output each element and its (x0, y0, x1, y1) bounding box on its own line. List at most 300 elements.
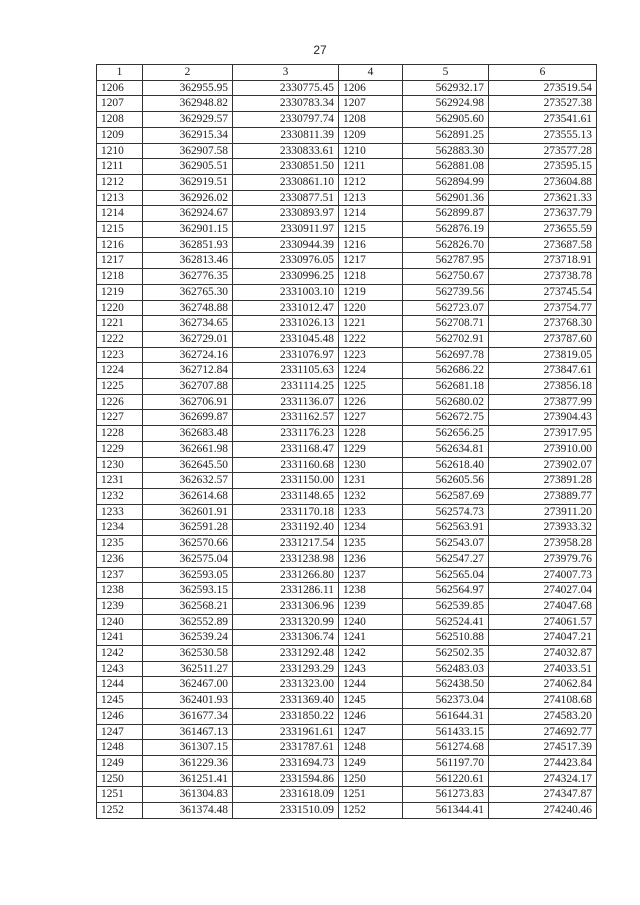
table-row (97, 96, 597, 112)
cell-point-id: 1226 (97, 394, 143, 410)
cell-point-id-2: 1220 (339, 300, 403, 316)
cell-point-id-2: 1214 (339, 206, 403, 222)
cell-point-id-2: 1221 (339, 316, 403, 332)
cell-x-coordinate-2: 562681.18 (403, 379, 489, 395)
cell-x-coordinate-2: 562876.19 (403, 222, 489, 238)
cell-y-coordinate-2: 274108.68 (489, 693, 597, 709)
cell-x-coordinate-1: 362734.65 (143, 316, 233, 332)
cell-y-coordinate-2: 274061.57 (489, 614, 597, 630)
cell-point-id: 1249 (97, 755, 143, 771)
cell-point-id: 1250 (97, 771, 143, 787)
cell-x-coordinate-2: 562881.08 (403, 159, 489, 175)
cell-x-coordinate-2: 562702.91 (403, 331, 489, 347)
cell-x-coordinate-2: 562565.04 (403, 567, 489, 583)
cell-point-id: 1231 (97, 473, 143, 489)
cell-point-id-2: 1207 (339, 96, 403, 112)
cell-y-coordinate-1: 2330775.45 (233, 80, 339, 96)
table-body (97, 80, 597, 818)
cell-point-id-2: 1226 (339, 394, 403, 410)
cell-y-coordinate-2: 273979.76 (489, 551, 597, 567)
table-row (97, 771, 597, 787)
cell-y-coordinate-2: 274007.73 (489, 567, 597, 583)
cell-x-coordinate-2: 562901.36 (403, 190, 489, 206)
cell-x-coordinate-1: 362632.57 (143, 473, 233, 489)
cell-x-coordinate-1: 361677.34 (143, 708, 233, 724)
cell-y-coordinate-1: 2330911.97 (233, 222, 339, 238)
cell-x-coordinate-2: 562587.69 (403, 488, 489, 504)
cell-y-coordinate-2: 273933.32 (489, 520, 597, 536)
cell-x-coordinate-2: 562438.50 (403, 677, 489, 693)
cell-x-coordinate-1: 362683.48 (143, 426, 233, 442)
cell-x-coordinate-2: 562932.17 (403, 80, 489, 96)
table-row (97, 174, 597, 190)
table-row (97, 598, 597, 614)
cell-y-coordinate-2: 273718.91 (489, 253, 597, 269)
cell-y-coordinate-2: 273917.95 (489, 426, 597, 442)
cell-point-id-2: 1249 (339, 755, 403, 771)
cell-x-coordinate-2: 562543.07 (403, 536, 489, 552)
cell-point-id: 1237 (97, 567, 143, 583)
cell-x-coordinate-2: 562656.25 (403, 426, 489, 442)
table-row (97, 316, 597, 332)
cell-x-coordinate-1: 362748.88 (143, 300, 233, 316)
table-row (97, 614, 597, 630)
cell-point-id-2: 1234 (339, 520, 403, 536)
cell-x-coordinate-2: 562563.91 (403, 520, 489, 536)
cell-y-coordinate-1: 2331266.80 (233, 567, 339, 583)
cell-point-id-2: 1223 (339, 347, 403, 363)
cell-point-id-2: 1248 (339, 740, 403, 756)
cell-x-coordinate-2: 561644.31 (403, 708, 489, 724)
cell-x-coordinate-1: 362926.02 (143, 190, 233, 206)
cell-point-id-2: 1232 (339, 488, 403, 504)
cell-y-coordinate-1: 2331306.96 (233, 598, 339, 614)
table-row (97, 80, 597, 96)
cell-y-coordinate-2: 273847.61 (489, 363, 597, 379)
cell-y-coordinate-2: 273687.58 (489, 237, 597, 253)
cell-x-coordinate-1: 362591.28 (143, 520, 233, 536)
cell-point-id: 1221 (97, 316, 143, 332)
cell-point-id: 1209 (97, 127, 143, 143)
cell-x-coordinate-1: 361304.83 (143, 787, 233, 803)
cell-y-coordinate-1: 2331170.18 (233, 504, 339, 520)
cell-point-id-2: 1238 (339, 583, 403, 599)
cell-y-coordinate-1: 2331176.23 (233, 426, 339, 442)
cell-x-coordinate-2: 562708.71 (403, 316, 489, 332)
cell-x-coordinate-1: 362601.91 (143, 504, 233, 520)
cell-x-coordinate-1: 362851.93 (143, 237, 233, 253)
cell-y-coordinate-1: 2331168.47 (233, 441, 339, 457)
cell-x-coordinate-2: 562750.67 (403, 269, 489, 285)
cell-y-coordinate-1: 2331292.48 (233, 646, 339, 662)
table-row (97, 300, 597, 316)
cell-x-coordinate-2: 561274.68 (403, 740, 489, 756)
cell-y-coordinate-2: 274047.68 (489, 598, 597, 614)
cell-x-coordinate-2: 562634.81 (403, 441, 489, 457)
cell-x-coordinate-2: 562686.22 (403, 363, 489, 379)
cell-point-id-2: 1213 (339, 190, 403, 206)
cell-point-id: 1240 (97, 614, 143, 630)
cell-point-id-2: 1209 (339, 127, 403, 143)
cell-point-id: 1244 (97, 677, 143, 693)
table-row (97, 803, 597, 819)
cell-x-coordinate-1: 362955.95 (143, 80, 233, 96)
cell-x-coordinate-2: 562826.70 (403, 237, 489, 253)
cell-y-coordinate-2: 274027.04 (489, 583, 597, 599)
cell-y-coordinate-1: 2331293.29 (233, 661, 339, 677)
cell-x-coordinate-2: 562539.85 (403, 598, 489, 614)
cell-y-coordinate-2: 273902.07 (489, 457, 597, 473)
cell-y-coordinate-2: 273738.78 (489, 269, 597, 285)
cell-y-coordinate-1: 2331045.48 (233, 331, 339, 347)
cell-x-coordinate-2: 562564.97 (403, 583, 489, 599)
table-row (97, 269, 597, 285)
cell-y-coordinate-2: 273595.15 (489, 159, 597, 175)
cell-y-coordinate-1: 2330944.39 (233, 237, 339, 253)
cell-x-coordinate-2: 562672.75 (403, 410, 489, 426)
cell-point-id: 1243 (97, 661, 143, 677)
cell-y-coordinate-2: 273768.30 (489, 316, 597, 332)
cell-point-id: 1206 (97, 80, 143, 96)
cell-y-coordinate-2: 273637.79 (489, 206, 597, 222)
cell-point-id: 1213 (97, 190, 143, 206)
cell-point-id: 1242 (97, 646, 143, 662)
cell-x-coordinate-1: 362511.27 (143, 661, 233, 677)
cell-x-coordinate-1: 362530.58 (143, 646, 233, 662)
cell-x-coordinate-1: 362915.34 (143, 127, 233, 143)
cell-y-coordinate-2: 273877.99 (489, 394, 597, 410)
cell-point-id-2: 1217 (339, 253, 403, 269)
table-row (97, 551, 597, 567)
cell-point-id-2: 1206 (339, 80, 403, 96)
table-row (97, 394, 597, 410)
cell-y-coordinate-2: 273910.00 (489, 441, 597, 457)
cell-x-coordinate-2: 562605.56 (403, 473, 489, 489)
cell-point-id-2: 1227 (339, 410, 403, 426)
cell-point-id: 1235 (97, 536, 143, 552)
cell-point-id-2: 1241 (339, 630, 403, 646)
cell-point-id: 1245 (97, 693, 143, 709)
cell-x-coordinate-2: 562547.27 (403, 551, 489, 567)
cell-x-coordinate-2: 562894.99 (403, 174, 489, 190)
cell-y-coordinate-2: 274033.51 (489, 661, 597, 677)
cell-x-coordinate-1: 362948.82 (143, 96, 233, 112)
column-header-5: 5 (403, 65, 489, 81)
cell-point-id: 1217 (97, 253, 143, 269)
cell-x-coordinate-1: 362907.58 (143, 143, 233, 159)
cell-point-id-2: 1219 (339, 284, 403, 300)
cell-x-coordinate-2: 561220.61 (403, 771, 489, 787)
cell-x-coordinate-1: 362593.05 (143, 567, 233, 583)
table-row (97, 143, 597, 159)
cell-y-coordinate-2: 273958.28 (489, 536, 597, 552)
cell-y-coordinate-2: 274347.87 (489, 787, 597, 803)
cell-y-coordinate-1: 2331323.00 (233, 677, 339, 693)
cell-y-coordinate-1: 2330851.50 (233, 159, 339, 175)
cell-point-id-2: 1233 (339, 504, 403, 520)
cell-x-coordinate-1: 362765.30 (143, 284, 233, 300)
page-number: 27 (313, 43, 327, 57)
cell-point-id: 1222 (97, 331, 143, 347)
cell-x-coordinate-2: 562483.03 (403, 661, 489, 677)
column-header-2: 2 (143, 65, 233, 81)
cell-y-coordinate-2: 273519.54 (489, 80, 597, 96)
cell-y-coordinate-1: 2331238.98 (233, 551, 339, 567)
cell-y-coordinate-1: 2330996.25 (233, 269, 339, 285)
cell-point-id-2: 1252 (339, 803, 403, 819)
cell-point-id-2: 1245 (339, 693, 403, 709)
cell-point-id: 1229 (97, 441, 143, 457)
cell-point-id: 1207 (97, 96, 143, 112)
cell-x-coordinate-2: 562510.88 (403, 630, 489, 646)
cell-y-coordinate-1: 2331306.74 (233, 630, 339, 646)
cell-point-id: 1218 (97, 269, 143, 285)
cell-x-coordinate-1: 362539.24 (143, 630, 233, 646)
table-row (97, 284, 597, 300)
cell-y-coordinate-2: 274324.17 (489, 771, 597, 787)
cell-point-id-2: 1216 (339, 237, 403, 253)
cell-x-coordinate-2: 562502.35 (403, 646, 489, 662)
cell-y-coordinate-1: 2331114.25 (233, 379, 339, 395)
cell-point-id-2: 1246 (339, 708, 403, 724)
cell-point-id-2: 1228 (339, 426, 403, 442)
cell-point-id: 1210 (97, 143, 143, 159)
cell-y-coordinate-1: 2330783.34 (233, 96, 339, 112)
table-header-row (97, 65, 597, 81)
cell-y-coordinate-1: 2331320.99 (233, 614, 339, 630)
cell-x-coordinate-1: 362905.51 (143, 159, 233, 175)
cell-x-coordinate-1: 362929.57 (143, 112, 233, 128)
cell-point-id: 1223 (97, 347, 143, 363)
cell-y-coordinate-1: 2331136.07 (233, 394, 339, 410)
cell-x-coordinate-1: 362901.15 (143, 222, 233, 238)
cell-x-coordinate-2: 561433.15 (403, 724, 489, 740)
cell-x-coordinate-2: 562739.56 (403, 284, 489, 300)
cell-point-id: 1238 (97, 583, 143, 599)
table-row (97, 661, 597, 677)
cell-y-coordinate-2: 274692.77 (489, 724, 597, 740)
cell-x-coordinate-2: 562905.60 (403, 112, 489, 128)
cell-y-coordinate-1: 2331961.61 (233, 724, 339, 740)
cell-x-coordinate-1: 361374.48 (143, 803, 233, 819)
table-row (97, 441, 597, 457)
cell-point-id-2: 1247 (339, 724, 403, 740)
table-row (97, 724, 597, 740)
cell-x-coordinate-2: 561273.83 (403, 787, 489, 803)
cell-x-coordinate-1: 362568.21 (143, 598, 233, 614)
cell-x-coordinate-1: 362724.16 (143, 347, 233, 363)
cell-y-coordinate-2: 274517.39 (489, 740, 597, 756)
table-row (97, 755, 597, 771)
cell-y-coordinate-2: 273541.61 (489, 112, 597, 128)
cell-x-coordinate-1: 362552.89 (143, 614, 233, 630)
cell-x-coordinate-1: 362729.01 (143, 331, 233, 347)
table-row (97, 630, 597, 646)
table-row (97, 693, 597, 709)
cell-point-id: 1228 (97, 426, 143, 442)
cell-y-coordinate-1: 2331594.86 (233, 771, 339, 787)
cell-point-id-2: 1250 (339, 771, 403, 787)
cell-point-id-2: 1208 (339, 112, 403, 128)
cell-y-coordinate-1: 2331003.10 (233, 284, 339, 300)
cell-y-coordinate-2: 274062.84 (489, 677, 597, 693)
cell-point-id-2: 1237 (339, 567, 403, 583)
cell-y-coordinate-2: 274047.21 (489, 630, 597, 646)
cell-point-id: 1251 (97, 787, 143, 803)
cell-y-coordinate-1: 2330893.97 (233, 206, 339, 222)
cell-x-coordinate-1: 361307.15 (143, 740, 233, 756)
cell-y-coordinate-2: 273745.54 (489, 284, 597, 300)
table-row (97, 379, 597, 395)
cell-point-id: 1212 (97, 174, 143, 190)
table-row (97, 112, 597, 128)
cell-y-coordinate-1: 2331217.54 (233, 536, 339, 552)
table-row (97, 127, 597, 143)
cell-point-id: 1247 (97, 724, 143, 740)
cell-point-id-2: 1212 (339, 174, 403, 190)
table-row (97, 536, 597, 552)
cell-point-id: 1219 (97, 284, 143, 300)
cell-y-coordinate-2: 273856.18 (489, 379, 597, 395)
column-header-4: 4 (339, 65, 403, 81)
cell-x-coordinate-1: 362706.91 (143, 394, 233, 410)
cell-y-coordinate-1: 2331286.11 (233, 583, 339, 599)
column-header-3: 3 (233, 65, 339, 81)
cell-y-coordinate-1: 2330976.05 (233, 253, 339, 269)
cell-y-coordinate-2: 273604.88 (489, 174, 597, 190)
cell-x-coordinate-1: 362614.68 (143, 488, 233, 504)
table-row (97, 237, 597, 253)
cell-point-id-2: 1230 (339, 457, 403, 473)
cell-y-coordinate-2: 273819.05 (489, 347, 597, 363)
cell-point-id-2: 1218 (339, 269, 403, 285)
cell-point-id: 1248 (97, 740, 143, 756)
cell-x-coordinate-2: 562524.41 (403, 614, 489, 630)
cell-x-coordinate-1: 362699.87 (143, 410, 233, 426)
cell-point-id-2: 1236 (339, 551, 403, 567)
coordinates-table (96, 64, 597, 819)
cell-x-coordinate-2: 562723.07 (403, 300, 489, 316)
table-row (97, 206, 597, 222)
cell-point-id: 1216 (97, 237, 143, 253)
cell-x-coordinate-2: 561197.70 (403, 755, 489, 771)
cell-y-coordinate-1: 2331105.63 (233, 363, 339, 379)
cell-y-coordinate-2: 273911.20 (489, 504, 597, 520)
cell-y-coordinate-2: 273555.13 (489, 127, 597, 143)
cell-point-id-2: 1215 (339, 222, 403, 238)
table-row (97, 567, 597, 583)
cell-y-coordinate-1: 2330797.74 (233, 112, 339, 128)
cell-x-coordinate-2: 562697.78 (403, 347, 489, 363)
cell-point-id: 1233 (97, 504, 143, 520)
cell-x-coordinate-2: 562899.87 (403, 206, 489, 222)
cell-x-coordinate-1: 362776.35 (143, 269, 233, 285)
cell-point-id-2: 1225 (339, 379, 403, 395)
cell-x-coordinate-2: 562574.73 (403, 504, 489, 520)
cell-y-coordinate-1: 2331162.57 (233, 410, 339, 426)
table-row (97, 583, 597, 599)
cell-y-coordinate-1: 2331787.61 (233, 740, 339, 756)
table-row (97, 253, 597, 269)
cell-y-coordinate-1: 2330811.39 (233, 127, 339, 143)
cell-y-coordinate-2: 274583.20 (489, 708, 597, 724)
cell-y-coordinate-1: 2331026.13 (233, 316, 339, 332)
cell-x-coordinate-1: 362593.15 (143, 583, 233, 599)
cell-x-coordinate-1: 361251.41 (143, 771, 233, 787)
cell-x-coordinate-1: 362645.50 (143, 457, 233, 473)
table-row (97, 457, 597, 473)
cell-y-coordinate-2: 273904.43 (489, 410, 597, 426)
table-row (97, 708, 597, 724)
cell-y-coordinate-2: 273655.59 (489, 222, 597, 238)
cell-x-coordinate-2: 562618.40 (403, 457, 489, 473)
cell-point-id-2: 1244 (339, 677, 403, 693)
cell-x-coordinate-2: 561344.41 (403, 803, 489, 819)
cell-y-coordinate-2: 273754.77 (489, 300, 597, 316)
table-row (97, 520, 597, 536)
cell-y-coordinate-1: 2331160.68 (233, 457, 339, 473)
cell-point-id: 1227 (97, 410, 143, 426)
cell-y-coordinate-2: 273787.60 (489, 331, 597, 347)
cell-point-id-2: 1231 (339, 473, 403, 489)
cell-x-coordinate-1: 361467.13 (143, 724, 233, 740)
cell-point-id-2: 1251 (339, 787, 403, 803)
table-row (97, 488, 597, 504)
table-row (97, 426, 597, 442)
cell-y-coordinate-1: 2330861.10 (233, 174, 339, 190)
table-row (97, 677, 597, 693)
cell-y-coordinate-1: 2331694.73 (233, 755, 339, 771)
cell-y-coordinate-2: 273527.38 (489, 96, 597, 112)
table-row (97, 222, 597, 238)
cell-y-coordinate-1: 2331618.09 (233, 787, 339, 803)
table-row (97, 504, 597, 520)
cell-point-id: 1208 (97, 112, 143, 128)
cell-y-coordinate-1: 2331850.22 (233, 708, 339, 724)
cell-point-id: 1236 (97, 551, 143, 567)
table-row (97, 159, 597, 175)
cell-point-id: 1214 (97, 206, 143, 222)
cell-point-id: 1241 (97, 630, 143, 646)
cell-x-coordinate-1: 362924.67 (143, 206, 233, 222)
cell-point-id-2: 1240 (339, 614, 403, 630)
cell-x-coordinate-1: 362919.51 (143, 174, 233, 190)
table-row (97, 787, 597, 803)
cell-point-id: 1234 (97, 520, 143, 536)
column-header-1: 1 (97, 65, 143, 81)
cell-x-coordinate-1: 362661.98 (143, 441, 233, 457)
cell-x-coordinate-1: 362467.00 (143, 677, 233, 693)
cell-x-coordinate-2: 562924.98 (403, 96, 489, 112)
cell-point-id: 1230 (97, 457, 143, 473)
column-header-6: 6 (489, 65, 597, 81)
cell-y-coordinate-1: 2331192.40 (233, 520, 339, 536)
cell-x-coordinate-1: 361229.36 (143, 755, 233, 771)
cell-x-coordinate-2: 562891.25 (403, 127, 489, 143)
cell-y-coordinate-2: 273621.33 (489, 190, 597, 206)
cell-y-coordinate-2: 273889.77 (489, 488, 597, 504)
table-row (97, 363, 597, 379)
cell-point-id-2: 1224 (339, 363, 403, 379)
cell-y-coordinate-1: 2331150.00 (233, 473, 339, 489)
cell-y-coordinate-1: 2331012.47 (233, 300, 339, 316)
cell-y-coordinate-1: 2331369.40 (233, 693, 339, 709)
cell-y-coordinate-2: 274240.46 (489, 803, 597, 819)
cell-point-id: 1252 (97, 803, 143, 819)
cell-point-id-2: 1239 (339, 598, 403, 614)
cell-x-coordinate-1: 362570.66 (143, 536, 233, 552)
cell-point-id-2: 1235 (339, 536, 403, 552)
